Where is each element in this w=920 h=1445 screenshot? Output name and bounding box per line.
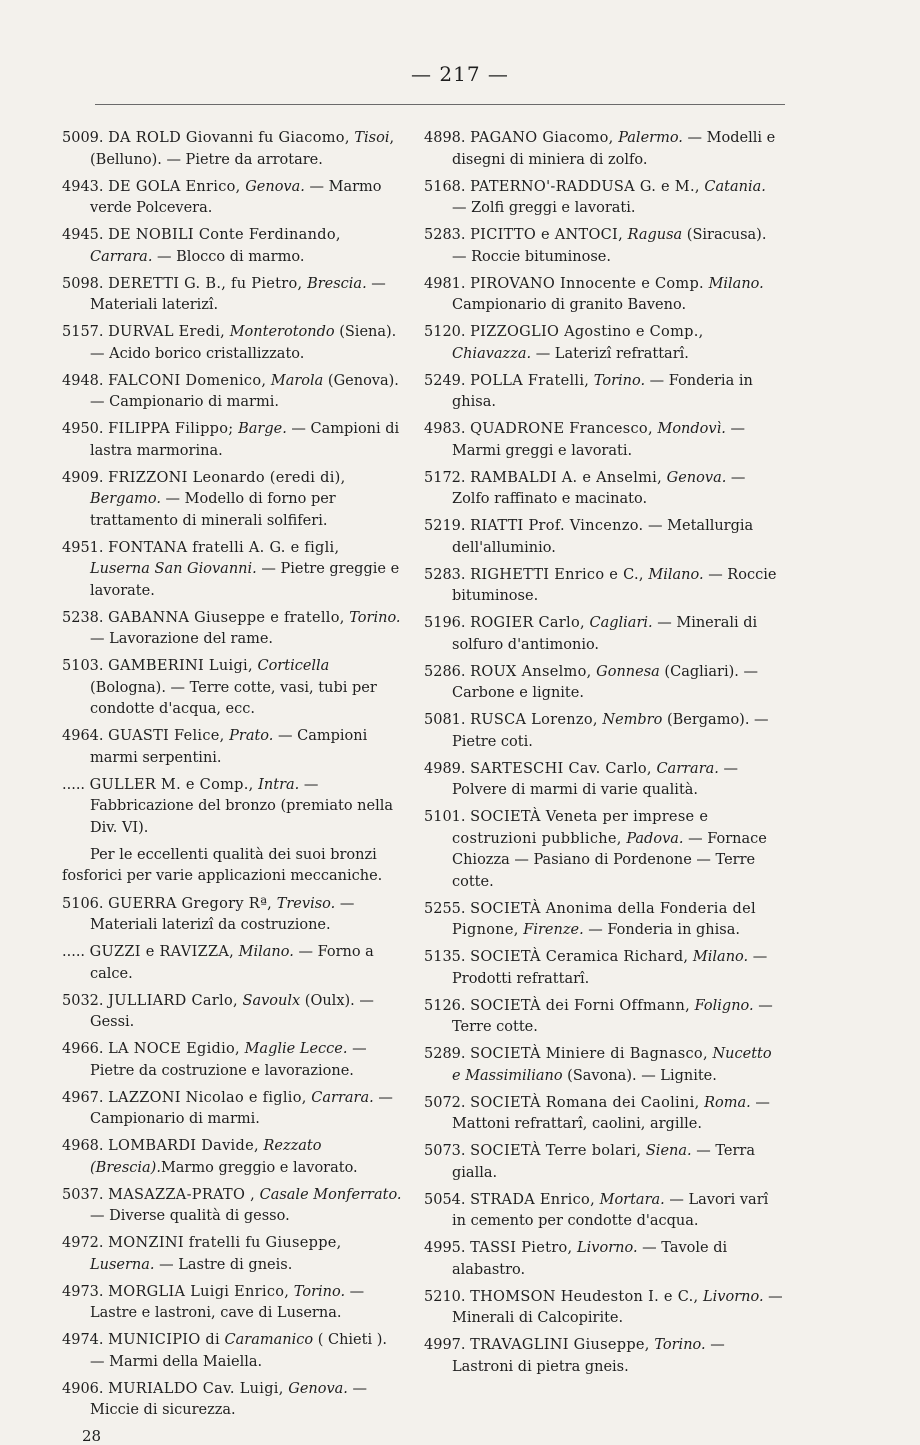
product-description: — Terra gialla. [452,1143,755,1181]
exhibitor-name: PIZZOGLIO Agostino e Comp., [470,324,704,340]
exhibitor-place: Genova. [666,469,727,486]
entry-number: 5255. [424,900,466,917]
catalog-entry [62,1330,402,1373]
catalog-entry [424,1238,784,1281]
catalog-entry [62,1282,402,1325]
catalog-entry [62,1185,402,1228]
exhibitor-place: Padova. [626,830,684,847]
exhibitor-name: GUASTI Felice, [108,728,225,744]
entry-number: 4981. [424,275,466,292]
product-description: — Minerali di solfuro d'antimonio. [452,615,758,653]
exhibitor-name: ROUX Anselmo, [470,663,592,680]
entry-number: 4973. [62,1283,104,1300]
product-description: — Blocco di marmo. [152,248,305,265]
exhibitor-place: Siena. [645,1143,692,1159]
left-column [62,128,402,1445]
exhibitor-name: ROGIER Carlo, [470,615,585,631]
exhibitor-place: Cagliari. [589,615,653,631]
exhibitor-place: Tisoi [354,130,390,146]
product-description: — Zolfo raffinato e macinato. [452,469,746,507]
exhibitor-place: Chiavazza. [452,345,532,362]
entry-number: 5098. [62,275,104,292]
exhibitor-place: Foligno. [694,997,754,1014]
entry-number: 5157. [62,324,104,340]
exhibitor-place: Luserna San Giovanni. [90,561,257,577]
exhibitor-name: MASAZZA-PRATO , [108,1186,255,1203]
exhibitor-name: PATERNO'-RADDUSA G. e M., [470,178,700,195]
entry-number: 5073. [424,1143,466,1159]
catalog-entry [62,128,402,171]
catalog-entry [62,1039,402,1082]
entry-number: 4943. [62,178,104,195]
entry-number: 4997. [424,1337,466,1353]
entry-number: 4945. [62,227,104,243]
product-description: — Pietre da costruzione e lavorazione. [90,1041,367,1079]
product-description: (Cagliari). — Carbone e lignite. [452,663,758,701]
exhibitor-place: Brescia. [307,275,367,292]
exhibitor-place: Maglie Lecce. [244,1041,348,1057]
catalog-entry [62,419,402,462]
exhibitor-name: MURIALDO Cav. Luigi, [108,1380,284,1397]
catalog-entry [424,371,784,414]
product-description: — Diverse qualità di gesso. [90,1208,290,1224]
exhibitor-name: GULLER M. e Comp., [89,776,254,793]
exhibitor-name: DA ROLD Giovanni fu Giacomo, [108,130,350,146]
product-description: — Lastroni di pietra gneis. [452,1337,725,1375]
exhibitor-place: Roma. [704,1094,751,1111]
exhibitor-place: Palermo. [618,130,683,146]
product-description: — Modelli e disegni di miniera di zolfo. [452,130,776,168]
catalog-entry [62,322,402,365]
exhibitor-name: SOCIETÀ Terre bolari, [470,1143,642,1159]
entry-number: 5172. [424,469,466,486]
header-rule [95,104,785,105]
entry-number: 4950. [62,421,104,437]
entry-number: 5103. [62,658,104,674]
exhibitor-name: GUZZI e RAVIZZA, [89,944,235,960]
exhibitor-name: TRAVAGLINI Giuseppe, [470,1337,650,1353]
exhibitor-name: FALCONI Domenico, [108,372,267,389]
product-description: — Fabbricazione del bronzo (premiato nella Div. VI). [90,776,394,836]
exhibitor-name: LOMBARDI Davide, [108,1138,259,1154]
exhibitor-place: Caramanico [224,1332,314,1348]
exhibitor-name: TASSI Pietro, [470,1240,573,1256]
exhibitor-place: Torino. [593,372,646,389]
signature-mark: 28 [82,1427,102,1445]
exhibitor-name: JULLIARD Carlo, [108,992,238,1009]
catalog-entry [424,996,784,1039]
entry-number: 5283. [424,227,466,243]
entry-number: 5238. [62,609,104,626]
product-description: — Prodotti refrattarî. [452,949,768,987]
exhibitor-place: Corticella [257,658,330,674]
exhibitor-place: Mondovì. [657,421,726,437]
entry-number: 4966. [62,1041,104,1057]
entry-number: 4968. [62,1138,104,1154]
exhibitor-place: Casale Monferrato. [259,1186,402,1203]
catalog-entry [62,177,402,220]
product-description: — Fonderia in ghisa. [452,372,753,410]
exhibitor-place: Torino. [293,1283,346,1300]
exhibitor-name: GAMBERINI Luigi, [108,658,253,674]
catalog-entry [62,1088,402,1131]
catalog-entry [424,613,784,656]
entry-number: 4948. [62,372,104,389]
exhibitor-name: SARTESCHI Cav. Carlo, [470,760,652,777]
entry-number: 5283. [424,566,466,583]
exhibitor-place: Livorno. [577,1240,638,1256]
entry-number: 5135. [424,949,466,965]
product-description: — Fornace Chiozza — Pasiano di Pordenone — Terre cotte. [452,830,767,890]
catalog-entry [424,225,784,268]
exhibitor-name: DERETTI G. B., fu Pietro, [108,275,303,292]
entry-number: 5126. [424,997,466,1014]
exhibitor-name: STRADA Enrico, [470,1191,595,1208]
catalog-entry [62,656,402,721]
exhibitor-place: Prato. [229,728,274,744]
catalog-entry [424,1044,784,1087]
product-description: — Metallurgia dell'alluminio. [452,518,754,556]
exhibitor-place: Marola [270,372,324,389]
exhibitor-name: FRIZZONI Leonardo (eredi di), [108,469,346,486]
exhibitor-name: MUNICIPIO di [108,1332,220,1348]
catalog-entry [424,177,784,220]
exhibitor-place: Milano. [648,566,704,583]
exhibitor-name: RUSCA Lorenzo, [470,712,598,728]
catalog-entry [62,1233,402,1276]
entry-number: 5219. [424,518,466,534]
exhibitor-place: Milano. [238,944,294,960]
catalog-entry [424,807,784,893]
product-description: —Lastre e lastroni, cave di Luserna. [90,1283,365,1321]
product-description: — Campioni di lastra marmorina. [90,421,400,459]
exhibitor-place: Rezzato (Brescia). [90,1138,322,1176]
entry-number: 4974. [62,1332,104,1348]
catalog-entry [62,942,402,985]
product-description: — Terre cotte. [452,997,773,1035]
product-description: — Campioni marmi serpentini. [90,728,368,766]
product-description: — Minerali di Calcopirite. [452,1288,783,1326]
product-description: (Siracusa). — Roccie bituminose. [452,227,767,265]
product-description: — Pietre greggie e lavorate. [90,561,400,599]
exhibitor-place: Luserna. [90,1256,155,1273]
product-description: ( Chieti ). — Marmi della Maiella. [90,1332,387,1370]
exhibitor-name: QUADRONE Francesco, [470,421,653,437]
product-description: — Lavori varî in cemento per condotte d'acqua. [452,1191,769,1229]
catalog-entry [424,1141,784,1184]
product-description: — Lavorazione del rame. [90,631,274,647]
exhibitor-place: Catania. [704,178,766,195]
exhibitor-name: GABANNA Giuseppe e fratello, [108,609,345,626]
exhibitor-place: Nucetto e Massimiliano [452,1046,772,1084]
catalog-entry [424,1093,784,1136]
catalog-entry [424,899,784,942]
entry-number: 5037. [62,1186,104,1203]
exhibitor-place: Milano. [708,275,764,292]
product-description: Campionario di granito Baveno. [452,297,687,313]
entry-number: 5120. [424,324,466,340]
exhibitor-place: Barge. [238,421,287,437]
exhibitor-place: Carrara. [656,760,719,777]
exhibitor-place: Mortara. [599,1191,665,1208]
exhibitor-name: DURVAL Eredi, [108,324,226,340]
exhibitor-name: PAGANO Giacomo, [470,130,614,146]
exhibitor-place: Torino. [349,609,401,626]
entry-number: 5286. [424,663,466,680]
product-description: — Modello di forno per trattamento di minerali solfiferi. [90,491,336,529]
exhibitor-place: Bergamo. [90,491,161,507]
award-note: Per le eccellenti qualità dei suoi bronzi fosforici per varie applicazioni meccaniche. [62,846,383,884]
catalog-entry [424,1287,784,1330]
product-description: —Polvere di marmi di varie qualità. [452,760,738,798]
exhibitor-name: RIGHETTI Enrico e C., [470,566,644,583]
exhibitor-name: DE GOLA Enrico, [108,178,241,195]
exhibitor-name: MONZINI fratelli fu Giuseppe, [108,1235,342,1251]
entry-number: 5101. [424,809,466,825]
product-description: — Mattoni refrattarî, caolini, argille. [452,1094,770,1132]
exhibitor-place: Intra. [258,776,300,793]
product-description: (Bergamo). — Pietre coti. [452,712,769,750]
catalog-entry [424,947,784,990]
product-description: — Materiali laterizî. [90,275,386,313]
exhibitor-place: Savoulx [242,992,301,1009]
exhibitor-name: SOCIETÀ Veneta per imprese e costruzioni pubbliche, [452,809,709,847]
exhibitor-name: THOMSON Heudeston I. e C., [470,1288,699,1305]
catalog-entry [424,662,784,705]
catalog-entry [62,726,402,769]
catalog-entry [424,710,784,753]
exhibitor-name: SOCIETÀ Miniere di Bagnasco, [470,1046,708,1062]
entry-number: 5009. [62,130,104,146]
product-description: (Savona). — Lignite. [562,1067,717,1084]
catalog-entry [62,468,402,533]
exhibitor-name: MORGLIA Luigi Enrico, [108,1283,290,1300]
exhibitor-place: Gonnesa [596,663,660,680]
catalog-entry [62,371,402,414]
entry-number: 5168. [424,178,466,195]
catalog-entry [424,419,784,462]
catalog-entry [62,1136,402,1179]
exhibitor-name: PICITTO e ANTOCI, [470,227,623,243]
exhibitor-name: LA NOCE Egidio, [108,1041,240,1057]
catalog-entry [424,759,784,802]
right-column [424,128,784,1384]
exhibitor-name: SOCIETÀ Ceramica Richard, [470,949,689,965]
product-description: , (Belluno). — Pietre da arrotare. [90,130,395,168]
product-description: — Marmi greggi e lavorati. [452,421,745,459]
catalog-entry [62,991,402,1034]
catalog-entry [424,1335,784,1378]
exhibitor-name: SOCIETÀ Romana dei Caolini, [470,1094,700,1111]
entry-number: ..... [62,776,86,793]
entry-number: ..... [62,944,86,960]
exhibitor-place: Firenze. [523,922,584,938]
exhibitor-place: Milano. [692,949,749,965]
entry-number: 4995. [424,1240,466,1256]
catalog-entry [424,468,784,511]
catalog-entry [62,1379,402,1422]
entry-number: 4951. [62,539,104,556]
exhibitor-place: Livorno. [703,1288,764,1305]
product-description: (Siena). — Acido borico cristallizzato. [90,324,397,362]
entry-number: 4989. [424,760,466,777]
product-description: — Lastre di gneis. [154,1256,293,1273]
catalog-entry [424,322,784,365]
entry-number: 4909. [62,469,104,486]
exhibitor-place: Ragusa [627,227,683,243]
product-description: — Forno a calce. [90,944,374,982]
product-description: (Genova). — Campionario di marmi. [90,372,399,410]
catalog-entry [62,894,402,937]
exhibitor-place: Carrara. [311,1089,374,1106]
exhibitor-name: FILIPPA Filippo; [108,421,234,437]
entry-number: 4983. [424,421,466,437]
catalog-entry [62,274,402,317]
entry-number: 5072. [424,1094,466,1111]
exhibitor-name: POLLA Fratelli, [470,372,590,389]
entry-number: 5249. [424,372,466,389]
product-description: (Oulx). —Gessi. [90,992,374,1030]
product-description: — Miccie di sicurezza. [90,1380,368,1418]
product-description: Marmo greggio e lavorato. [160,1159,358,1176]
catalog-entry [62,775,402,840]
exhibitor-place: Genova. [245,178,305,195]
catalog-entry [424,128,784,171]
product-description: — Marmo verde Polcevera. [90,178,382,216]
exhibitor-place: Nembro [602,712,663,728]
catalog-entry [62,538,402,603]
catalog-entry [424,565,784,608]
exhibitor-name: RIATTI Prof. Vincenzo. [470,518,644,534]
entry-number: 5032. [62,992,104,1009]
product-description: — Tavole di alabastro. [452,1240,728,1278]
exhibitor-name: PIROVANO Innocente e Comp. [470,275,704,292]
catalog-entry [424,274,784,317]
entry-number: 5196. [424,615,466,631]
product-description: — Materiali laterizî da costruzione. [90,895,355,933]
entry-number: 4964. [62,728,104,744]
catalog-entry [62,608,402,651]
entry-number: 5106. [62,895,104,912]
page-number: — 217 — [411,62,509,86]
catalog-entry [424,516,784,559]
entry-number: 5054. [424,1191,466,1208]
product-description: — Laterizî refrattarî. [531,345,689,362]
entry-number: 4898. [424,130,466,146]
product-description: — Fonderia in ghisa. [583,922,740,938]
entry-number: 5289. [424,1046,466,1062]
entry-number: 4906. [62,1380,104,1397]
product-description: (Bologna). — Terre cotte, vasi, tubi per condotte d'acqua, ecc. [90,679,377,717]
product-description: — Zolfi greggi e lavorati. [452,200,636,216]
exhibitor-place: Genova. [288,1380,348,1397]
exhibitor-name: SOCIETÀ dei Forni Offmann, [470,997,691,1014]
product-description: — Roccie bituminose. [452,566,777,604]
exhibitor-place: Torino. [654,1337,706,1353]
exhibitor-name: GUERRA Gregory Rª, [108,895,273,912]
entry-number: 4967. [62,1089,104,1106]
exhibitor-name: RAMBALDI A. e Anselmi, [470,469,663,486]
entry-number: 5210. [424,1288,466,1305]
exhibitor-name: SOCIETÀ Anonima della Fonderia del Pignone, [452,900,756,938]
exhibitor-name: FONTANA fratelli A. G. e figli, [108,539,340,556]
exhibitor-name: DE NOBILI Conte Ferdinando, [108,227,341,243]
entry-number: 4972. [62,1235,104,1251]
entry-number: 5081. [424,712,466,728]
exhibitor-place: Carrara. [90,248,153,265]
exhibitor-name: LAZZONI Nicolao e figlio, [108,1089,307,1106]
product-description: — Campionario di marmi. [90,1089,393,1127]
exhibitor-place: Treviso. [276,895,336,912]
catalog-entry [62,225,402,268]
exhibitor-place: Monterotondo [229,324,335,340]
catalog-entry [424,1190,784,1233]
